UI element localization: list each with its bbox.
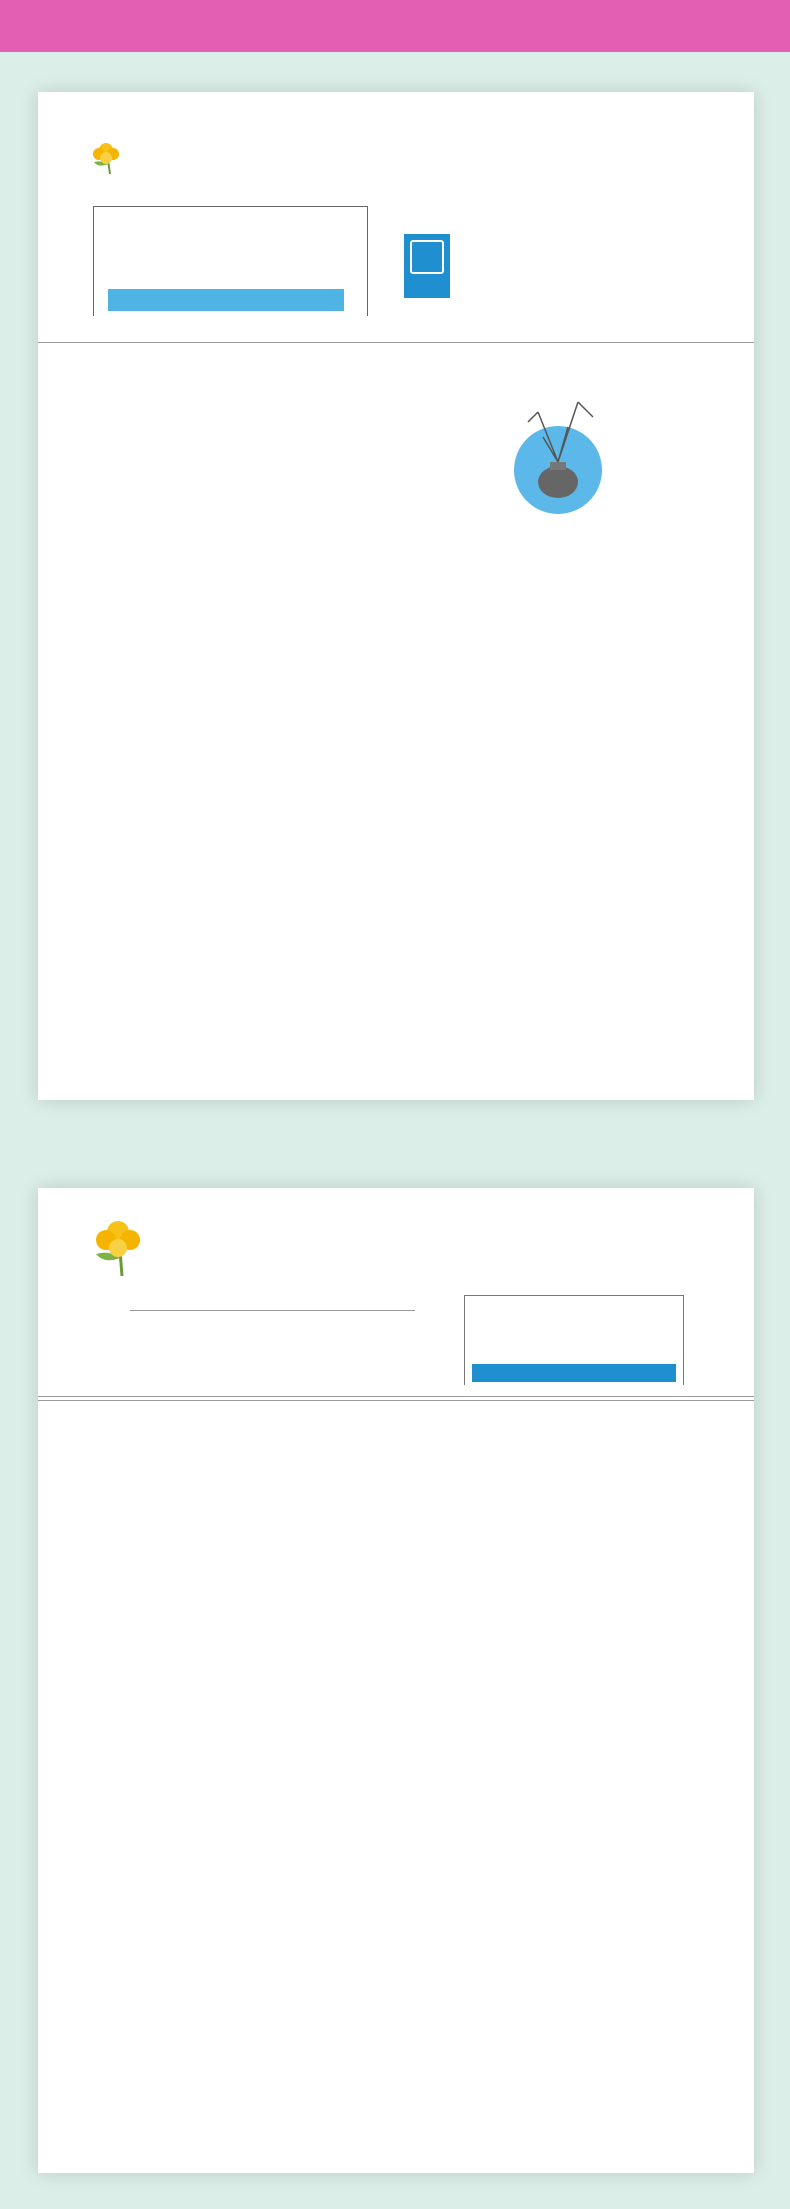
toc-page-1: [38, 92, 754, 1100]
story-pinyin: [472, 1364, 676, 1382]
toc-page-2: [38, 1188, 754, 2173]
recommend-rule: [130, 1310, 415, 1311]
page-banner: [0, 0, 790, 52]
logo-slogan: [108, 289, 344, 311]
header-divider: [38, 1396, 754, 1397]
flower-icon: [86, 1210, 156, 1280]
header-divider: [38, 1400, 754, 1401]
header-divider: [38, 342, 754, 343]
yilin-logo: [404, 234, 450, 298]
flower-icon: [86, 134, 130, 178]
vase-illustration: [498, 392, 618, 522]
